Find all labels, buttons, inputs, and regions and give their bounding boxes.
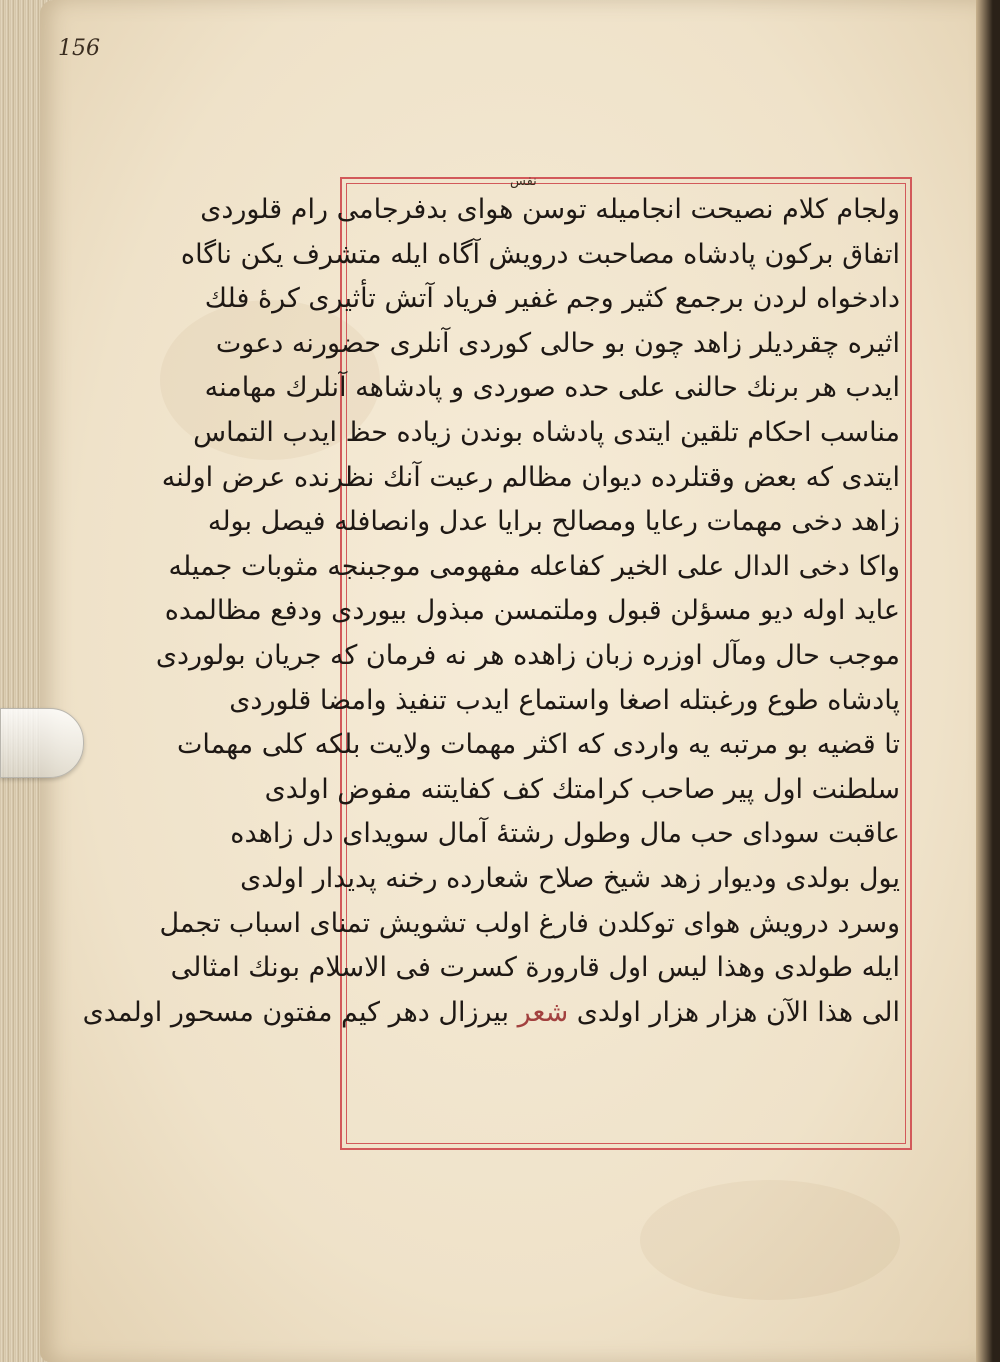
text-line: عايد اوله ديو مسؤلن قبول وملتمسن مبذول بيوردى ودفع مظالمده — [164, 595, 900, 627]
text-line-last — [82, 991, 900, 1036]
manuscript-text-block — [82, 188, 900, 1138]
text-line: يول بولدى وديوار زهد شيخ صلاح شعارده رخنه پديدار اولدى — [240, 862, 900, 894]
text-line: ايله طولدى وهذا ليس اول قارورة كسرت فى الاسلام بونك امثالى — [170, 952, 900, 984]
text-line: زاهد دخى مهمات رعايا ومصالح برايا عدل وانصافله فيصل بوله — [207, 506, 900, 538]
text-line: اتفاق بركون پادشاه مصاحبت درويش آگاه ايله متشرف يكن ناگاه — [180, 238, 900, 270]
rubric-word: شعر — [517, 996, 569, 1028]
text-line: عاقبت سوداى حب مال وطول رشتهٔ آمال سويداى دل زاهده — [230, 818, 900, 850]
text-line: پادشاه طوع ورغبتله اصغا واستماع ايدب تنفيذ وامضا قلوردى — [229, 684, 900, 716]
book-spine-edge — [976, 0, 1000, 1362]
text-segment: الى هذا الآن هزار هزار اولدى — [576, 996, 900, 1028]
text-line: اثيره چقرديلر زاهد چون بو حالى كوردى آنلرى حضورنه دعوت — [215, 327, 900, 359]
text-line: تا قضيه بو مرتبه يه واردى كه اكثر مهمات ولايت بلكه كلى مهمات — [176, 729, 900, 761]
text-line: واكا دخى الدال على الخير كفاعله مفهومى موجبنجه مثوبات جميله — [168, 550, 900, 582]
text-line: مناسب احكام تلقين ايتدى پادشاه بوندن زياده حظ ايدب التماس — [193, 416, 900, 448]
text-line: ايدب هر برنك حالنى على حده صوردى و پادشاهه آنلرك مهامنه — [204, 372, 900, 404]
text-line: دادخواه لردن برجمع كثير وجم غفير فرياد آتش تأثيرى كرهٔ فلك — [204, 283, 900, 315]
text-line: وسرد درويش هواى توكلدن فارغ اولب تشويش تمناى اسباب تجمل — [159, 907, 900, 939]
text-line: سلطنت اول پير صاحب كرامتك كف كفايتنه مفوض اولدى — [264, 773, 900, 805]
page-clip — [0, 708, 84, 778]
paper-stain — [640, 1180, 900, 1300]
folio-number: 156 — [58, 36, 100, 61]
marginal-gloss: نفس — [510, 174, 537, 189]
text-line: موجب حال ومآل اوزره زبان زاهده هر نه فرمان كه جريان بولوردى — [155, 639, 900, 671]
text-segment: بيرزال دهر كيم مفتون مسحور اولمدى — [82, 996, 510, 1028]
text-line: ولجام كلام نصيحت انجاميله توسن هواى بدفرجامى رام قلوردى — [200, 194, 900, 225]
text-line: ايتدى كه بعض وقتلرده ديوان مظالم رعيت آنك نظرنده عرض اولنه — [161, 461, 900, 493]
